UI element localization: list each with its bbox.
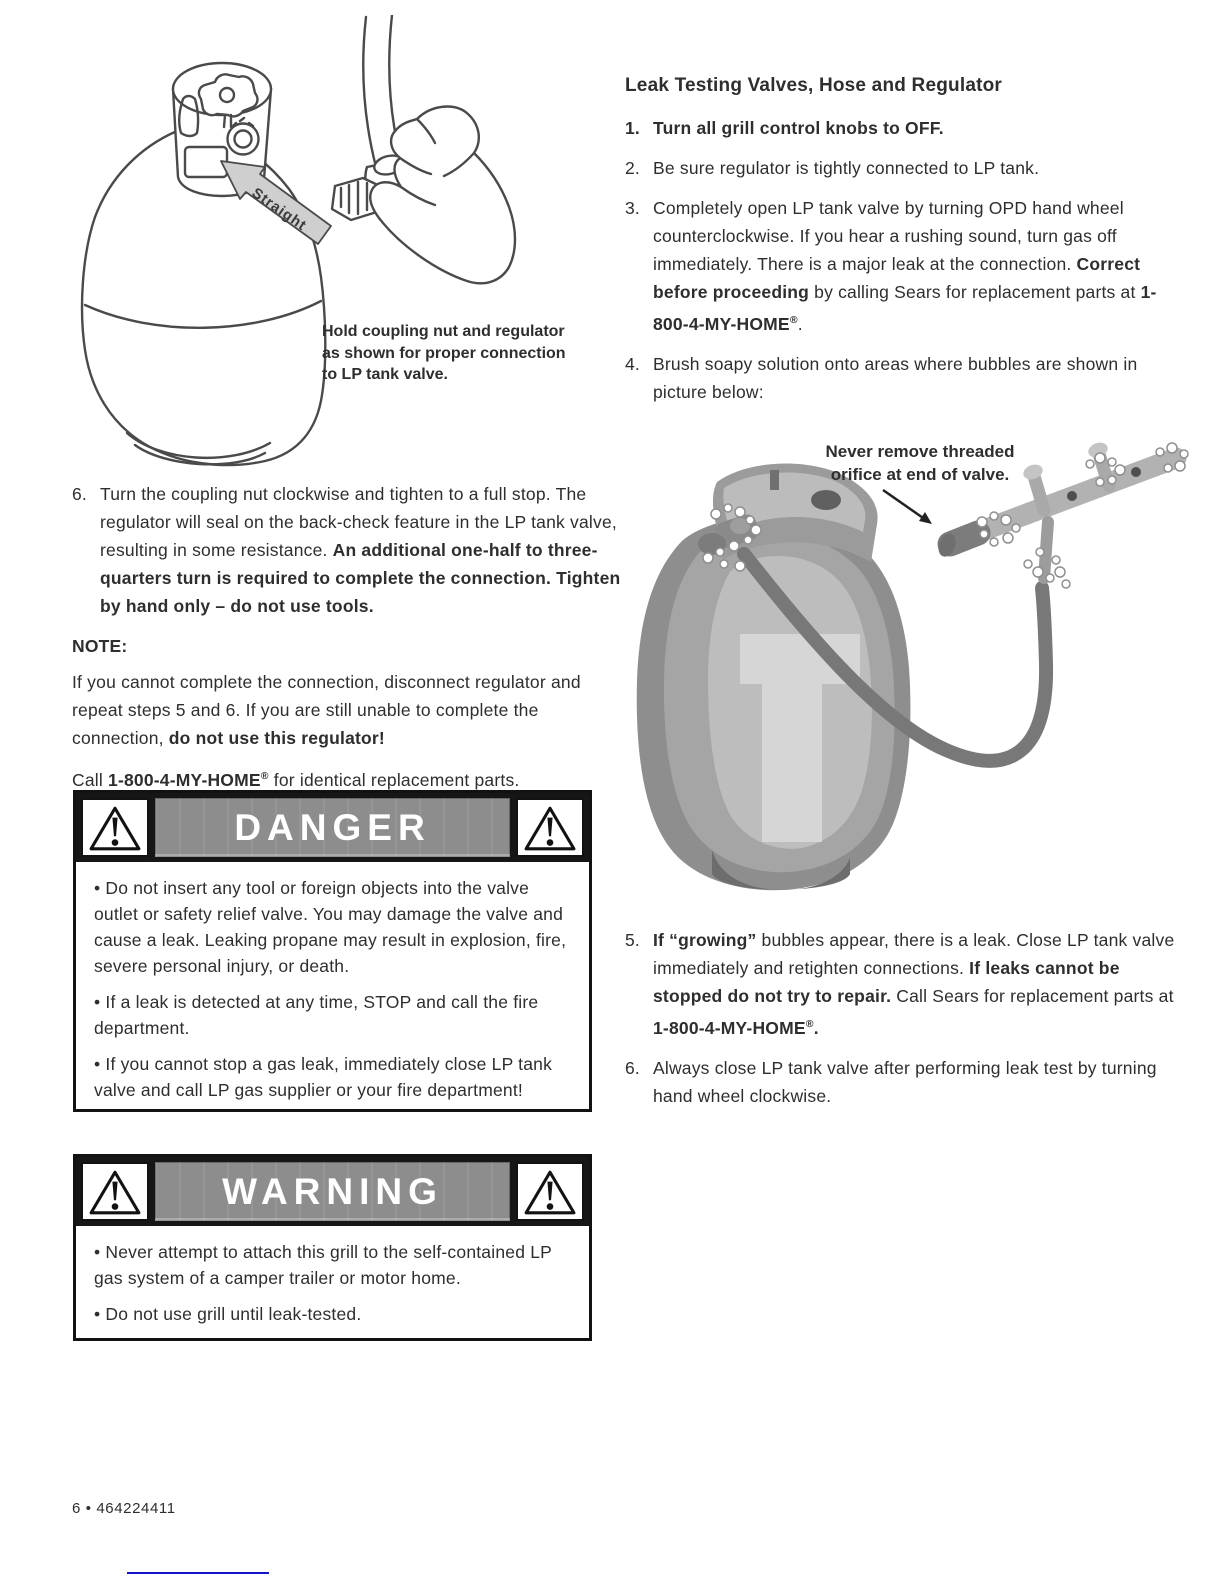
section-heading: Leak Testing Valves, Hose and Regulator bbox=[625, 75, 1003, 96]
step-3 bbox=[625, 194, 1181, 338]
step-2 bbox=[625, 154, 1181, 182]
hose-line bbox=[363, 17, 376, 167]
warning-triangle-icon bbox=[516, 798, 584, 857]
step-1 bbox=[625, 114, 1181, 142]
warning-box bbox=[73, 1154, 592, 1341]
step-number: 2. bbox=[625, 158, 640, 178]
annotation-arrow-icon bbox=[883, 490, 932, 524]
figure-leak-test bbox=[620, 422, 1200, 900]
step-6-connection bbox=[72, 480, 632, 620]
warning-header bbox=[76, 1157, 589, 1226]
call-paragraph: Call 1-800-4-MY-HOME® for identical replacement parts. bbox=[72, 769, 520, 790]
note-heading: NOTE: bbox=[72, 636, 128, 656]
step-number: 1. bbox=[625, 118, 640, 138]
lp-tank-line-art bbox=[65, 15, 610, 467]
leak-test-illustration bbox=[620, 422, 1200, 900]
figure-annotation-line: Never remove threaded bbox=[825, 442, 1015, 461]
figure-caption-line: Hold coupling nut and regulator bbox=[322, 323, 565, 340]
warning-bullet: • Never attempt to attach this grill to the self-contained LP gas system of a camper trailer or motor home. bbox=[94, 1242, 552, 1288]
step-number: 6. bbox=[72, 484, 87, 504]
step-5 bbox=[625, 926, 1181, 1042]
figure-caption-line: as shown for proper connection bbox=[322, 344, 566, 362]
warning-title: WARNING bbox=[155, 1162, 510, 1221]
leak-testing-section bbox=[625, 72, 1181, 418]
figure-caption bbox=[322, 321, 607, 386]
step-text: Completely open LP tank valve by turning OPD hand wheel counterclockwise. If you hear a rushing sound, turn gas off immediately. There is a major leak at the connection. Correct before proceeding by calling Sears for replacement parts at 1-800-4-MY-HOME®. bbox=[653, 198, 1157, 334]
danger-bullet: • Do not insert any tool or foreign objects into the valve outlet or safety relief valve. You may damage the valve and cause a leak. Leaking propane may result in explosion, fire, severe personal injury, or death. bbox=[94, 878, 567, 976]
danger-header bbox=[76, 793, 589, 862]
warning-triangle-icon bbox=[516, 1162, 584, 1221]
straight-arrow-label: Straight bbox=[248, 185, 310, 235]
danger-bullet: • If a leak is detected at any time, STOP and call the fire department. bbox=[94, 992, 539, 1038]
danger-box bbox=[73, 790, 592, 1112]
figure-annotation bbox=[803, 440, 1037, 486]
figure-caption-line: to LP tank valve. bbox=[322, 366, 448, 383]
step-text: Turn all grill control knobs to OFF. bbox=[653, 118, 944, 138]
warning-bullet: • Do not use grill until leak-tested. bbox=[94, 1304, 362, 1324]
step-4 bbox=[625, 350, 1181, 406]
figure-lp-tank-connection bbox=[65, 15, 610, 467]
step-text: Always close LP tank valve after performing leak test by turning hand wheel clockwise. bbox=[653, 1057, 1157, 1106]
hand bbox=[370, 107, 515, 284]
connection-instructions-section bbox=[72, 480, 632, 804]
figure-annotation-line: orifice at end of valve. bbox=[830, 465, 1010, 484]
warning-triangle-icon bbox=[81, 798, 149, 857]
step-text: If “growing” bubbles appear, there is a leak. Close LP tank valve immediately and retighten connections. If leaks cannot be stopped do not try to repair. Call Sears for replacement parts at 1-800-4-MY-HOME®. bbox=[653, 930, 1175, 1038]
page-footer: 6 • 464224411 bbox=[72, 1500, 176, 1517]
leak-testing-steps-5-6 bbox=[625, 926, 1181, 1122]
danger-title: DANGER bbox=[155, 798, 510, 857]
step-text: Brush soapy solution onto areas where bubbles are shown in picture below: bbox=[653, 353, 1138, 402]
step-text: Turn the coupling nut clockwise and tighten to a full stop. The regulator will seal on the back-check feature in the LP tank valve, resulting in some resistance. An additional one-half to three-quarters turn is required to complete the connection. Tighten by hand only – do not use tools. bbox=[100, 484, 621, 616]
step-6-leak-test bbox=[625, 1054, 1181, 1110]
danger-bullet: • If you cannot stop a gas leak, immediately close LP tank valve and call LP gas supplier or your fire department! bbox=[94, 1054, 553, 1100]
note-paragraph: If you cannot complete the connection, disconnect regulator and repeat steps 5 and 6. If you are still unable to complete the connection, do not use this regulator! bbox=[72, 672, 581, 748]
step-text: Be sure regulator is tightly connected to LP tank. bbox=[653, 158, 1040, 178]
step-number: 6. bbox=[625, 1057, 640, 1078]
warning-body bbox=[76, 1226, 589, 1327]
step-number: 4. bbox=[625, 353, 640, 374]
footer-rule bbox=[127, 1572, 269, 1574]
danger-body bbox=[76, 862, 589, 1103]
warning-triangle-icon bbox=[81, 1162, 149, 1221]
step-number: 5. bbox=[625, 930, 640, 950]
step-number: 3. bbox=[625, 198, 640, 218]
